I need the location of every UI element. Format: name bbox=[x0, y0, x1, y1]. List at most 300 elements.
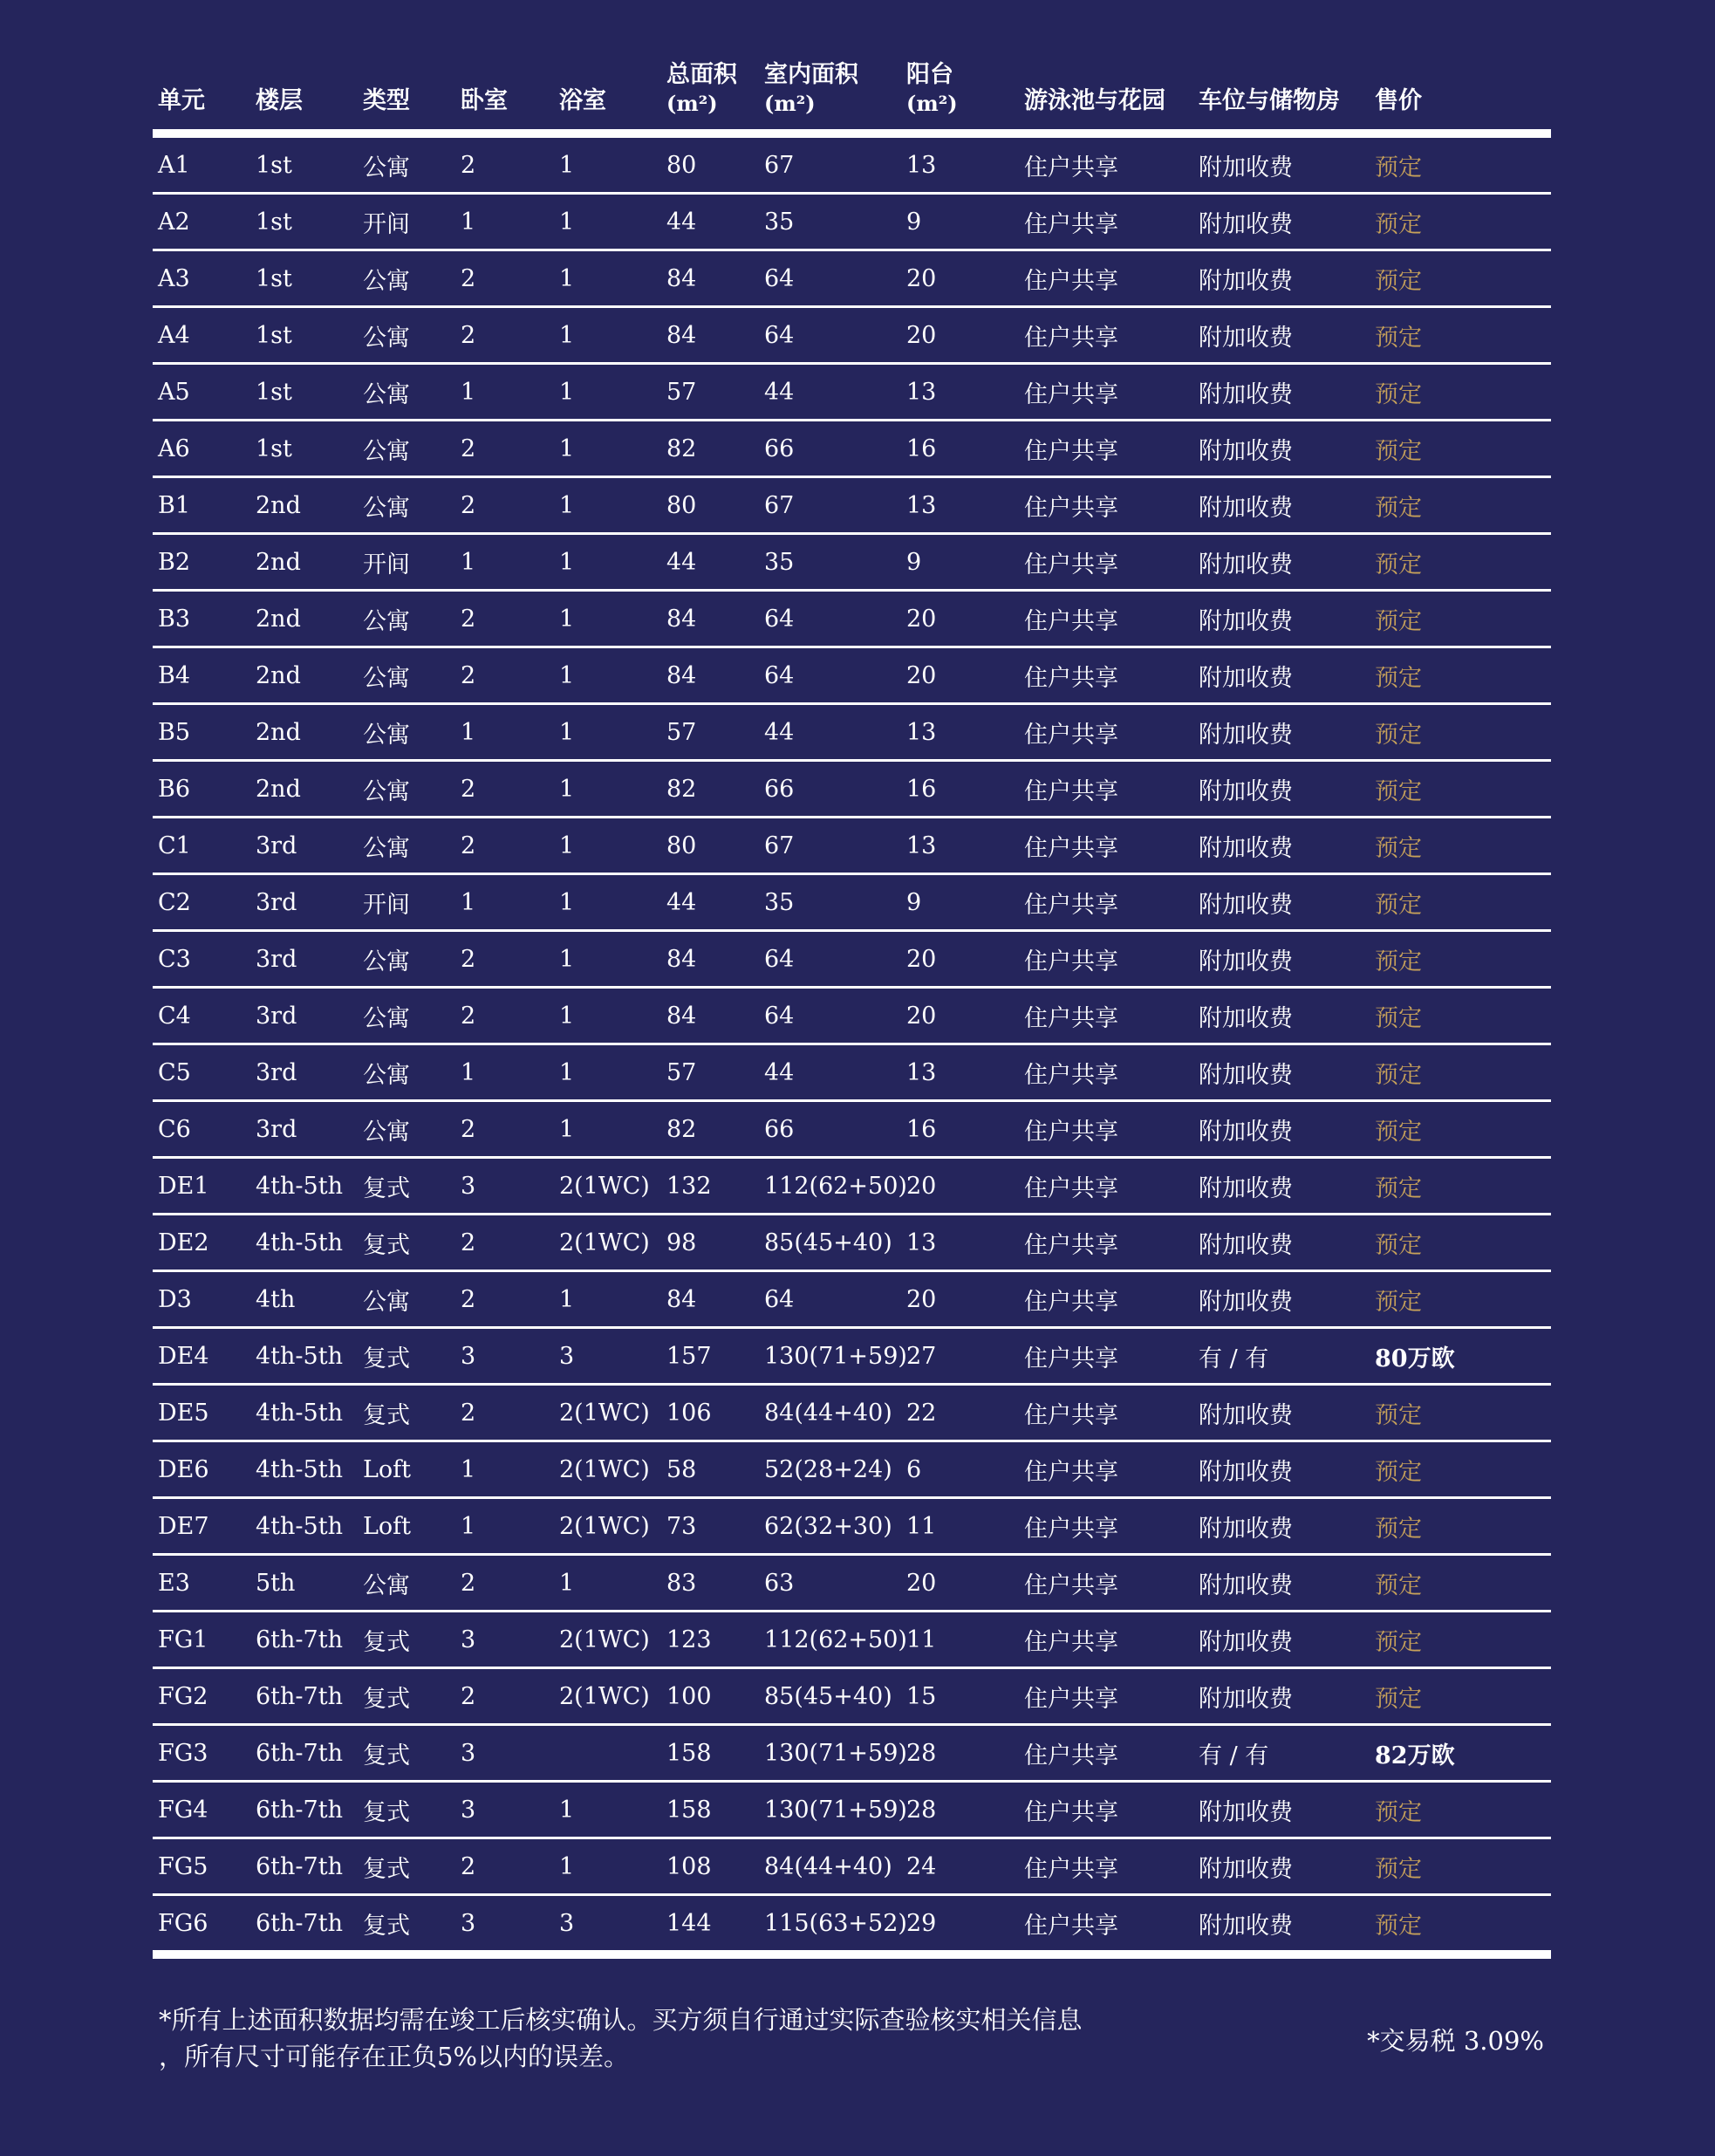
cell-bathrooms: 1 bbox=[554, 931, 661, 988]
cell-price: 预定 bbox=[1370, 1555, 1551, 1612]
cell-type: 公寓 bbox=[358, 307, 455, 364]
cell-price: 预定 bbox=[1370, 704, 1551, 761]
cell-pool-garden: 住户共享 bbox=[1019, 988, 1193, 1044]
area-disclaimer-line-2: ，所有尺寸可能存在正负5%以内的误差。 bbox=[159, 2042, 630, 2071]
cell-pool-garden: 住户共享 bbox=[1019, 250, 1193, 307]
cell-price: 预定 bbox=[1370, 1612, 1551, 1668]
cell-pool-garden: 住户共享 bbox=[1019, 1498, 1193, 1555]
cell-bathrooms: 1 bbox=[554, 1555, 661, 1612]
cell-price: 预定 bbox=[1370, 1101, 1551, 1158]
cell-bathrooms: 2(1WC) bbox=[554, 1385, 661, 1441]
cell-balcony: 20 bbox=[901, 931, 1019, 988]
table-row bbox=[153, 1668, 1551, 1725]
cell-type: 公寓 bbox=[358, 1101, 455, 1158]
cell-balcony: 20 bbox=[901, 988, 1019, 1044]
cell-price: 预定 bbox=[1370, 307, 1551, 364]
column-header-label: 售价 bbox=[1375, 87, 1422, 114]
cell-parking-storage: 附加收费 bbox=[1193, 1044, 1370, 1101]
units-table bbox=[153, 45, 1551, 1959]
cell-unit: A1 bbox=[153, 133, 250, 194]
cell-balcony: 11 bbox=[901, 1498, 1019, 1555]
cell-price: 预定 bbox=[1370, 1385, 1551, 1441]
cell-price: 预定 bbox=[1370, 818, 1551, 874]
cell-price: 预定 bbox=[1370, 1668, 1551, 1725]
cell-type: 公寓 bbox=[358, 761, 455, 818]
cell-price: 82万欧 bbox=[1370, 1725, 1551, 1782]
cell-parking-storage: 附加收费 bbox=[1193, 591, 1370, 647]
table-row bbox=[153, 364, 1551, 421]
cell-parking-storage: 附加收费 bbox=[1193, 1838, 1370, 1895]
cell-indoor-area: 67 bbox=[759, 133, 901, 194]
cell-floor: 1st bbox=[250, 307, 358, 364]
cell-type: 复式 bbox=[358, 1215, 455, 1271]
cell-bathrooms: 2(1WC) bbox=[554, 1498, 661, 1555]
cell-total-area: 84 bbox=[661, 931, 759, 988]
cell-floor: 1st bbox=[250, 194, 358, 250]
cell-type: 复式 bbox=[358, 1782, 455, 1838]
cell-parking-storage: 附加收费 bbox=[1193, 133, 1370, 194]
cell-type: 复式 bbox=[358, 1328, 455, 1385]
cell-floor: 1st bbox=[250, 133, 358, 194]
cell-bedrooms: 2 bbox=[455, 421, 554, 477]
cell-price: 预定 bbox=[1370, 1441, 1551, 1498]
cell-pool-garden: 住户共享 bbox=[1019, 1101, 1193, 1158]
cell-indoor-area: 67 bbox=[759, 477, 901, 534]
column-header-label: 卧室 bbox=[461, 87, 508, 114]
cell-price: 预定 bbox=[1370, 1498, 1551, 1555]
cell-bathrooms: 1 bbox=[554, 988, 661, 1044]
cell-pool-garden: 住户共享 bbox=[1019, 1612, 1193, 1668]
cell-indoor-area: 84(44+40) bbox=[759, 1385, 901, 1441]
cell-indoor-area: 64 bbox=[759, 591, 901, 647]
cell-floor: 6th-7th bbox=[250, 1668, 358, 1725]
cell-parking-storage: 附加收费 bbox=[1193, 1158, 1370, 1215]
cell-bathrooms: 1 bbox=[554, 1271, 661, 1328]
cell-total-area: 82 bbox=[661, 1101, 759, 1158]
cell-bedrooms: 1 bbox=[455, 534, 554, 591]
cell-type: 复式 bbox=[358, 1158, 455, 1215]
cell-pool-garden: 住户共享 bbox=[1019, 818, 1193, 874]
column-header-indoor-area bbox=[759, 45, 901, 133]
cell-indoor-area: 35 bbox=[759, 874, 901, 931]
cell-indoor-area: 130(71+59) bbox=[759, 1782, 901, 1838]
cell-pool-garden: 住户共享 bbox=[1019, 1895, 1193, 1955]
cell-parking-storage: 附加收费 bbox=[1193, 988, 1370, 1044]
cell-balcony: 20 bbox=[901, 1271, 1019, 1328]
cell-indoor-area: 66 bbox=[759, 761, 901, 818]
cell-type: 复式 bbox=[358, 1895, 455, 1955]
cell-parking-storage: 附加收费 bbox=[1193, 1782, 1370, 1838]
cell-balcony: 9 bbox=[901, 874, 1019, 931]
cell-total-area: 84 bbox=[661, 1271, 759, 1328]
cell-bathrooms: 1 bbox=[554, 1838, 661, 1895]
cell-indoor-area: 115(63+52) bbox=[759, 1895, 901, 1955]
cell-total-area: 123 bbox=[661, 1612, 759, 1668]
cell-balcony: 20 bbox=[901, 1158, 1019, 1215]
cell-floor: 6th-7th bbox=[250, 1725, 358, 1782]
column-header-label: 总面积 bbox=[666, 61, 737, 88]
cell-bedrooms: 1 bbox=[455, 1044, 554, 1101]
cell-unit: DE2 bbox=[153, 1215, 250, 1271]
cell-bathrooms: 1 bbox=[554, 133, 661, 194]
table-row bbox=[153, 1101, 1551, 1158]
cell-bedrooms: 2 bbox=[455, 1101, 554, 1158]
cell-unit: B4 bbox=[153, 647, 250, 704]
cell-balcony: 13 bbox=[901, 477, 1019, 534]
cell-price: 预定 bbox=[1370, 591, 1551, 647]
cell-total-area: 98 bbox=[661, 1215, 759, 1271]
column-header-price bbox=[1370, 45, 1551, 133]
cell-balcony: 20 bbox=[901, 647, 1019, 704]
cell-type: 公寓 bbox=[358, 477, 455, 534]
cell-price: 预定 bbox=[1370, 421, 1551, 477]
cell-unit: FG4 bbox=[153, 1782, 250, 1838]
table-row bbox=[153, 1895, 1551, 1955]
area-disclaimer bbox=[159, 2002, 1232, 2075]
cell-pool-garden: 住户共享 bbox=[1019, 761, 1193, 818]
cell-floor: 2nd bbox=[250, 647, 358, 704]
cell-balcony: 22 bbox=[901, 1385, 1019, 1441]
cell-bedrooms: 2 bbox=[455, 818, 554, 874]
cell-price: 预定 bbox=[1370, 874, 1551, 931]
table-row bbox=[153, 250, 1551, 307]
cell-balcony: 16 bbox=[901, 1101, 1019, 1158]
cell-floor: 3rd bbox=[250, 931, 358, 988]
cell-pool-garden: 住户共享 bbox=[1019, 1782, 1193, 1838]
cell-bathrooms: 1 bbox=[554, 477, 661, 534]
cell-unit: C1 bbox=[153, 818, 250, 874]
cell-unit: A4 bbox=[153, 307, 250, 364]
table-row bbox=[153, 133, 1551, 194]
cell-balcony: 16 bbox=[901, 761, 1019, 818]
cell-balcony: 24 bbox=[901, 1838, 1019, 1895]
cell-balcony: 15 bbox=[901, 1668, 1019, 1725]
cell-total-area: 144 bbox=[661, 1895, 759, 1955]
cell-pool-garden: 住户共享 bbox=[1019, 591, 1193, 647]
cell-balcony: 13 bbox=[901, 704, 1019, 761]
cell-balcony: 13 bbox=[901, 818, 1019, 874]
cell-type: 公寓 bbox=[358, 421, 455, 477]
cell-type: 公寓 bbox=[358, 647, 455, 704]
cell-bathrooms: 3 bbox=[554, 1328, 661, 1385]
cell-type: Loft bbox=[358, 1441, 455, 1498]
cell-floor: 1st bbox=[250, 364, 358, 421]
cell-balcony: 16 bbox=[901, 421, 1019, 477]
cell-balcony: 28 bbox=[901, 1725, 1019, 1782]
cell-total-area: 44 bbox=[661, 194, 759, 250]
cell-total-area: 57 bbox=[661, 364, 759, 421]
cell-price: 预定 bbox=[1370, 250, 1551, 307]
cell-pool-garden: 住户共享 bbox=[1019, 534, 1193, 591]
cell-type: 公寓 bbox=[358, 591, 455, 647]
cell-total-area: 82 bbox=[661, 761, 759, 818]
cell-bathrooms: 1 bbox=[554, 1044, 661, 1101]
cell-parking-storage: 附加收费 bbox=[1193, 874, 1370, 931]
cell-indoor-area: 64 bbox=[759, 307, 901, 364]
cell-type: 开间 bbox=[358, 534, 455, 591]
cell-pool-garden: 住户共享 bbox=[1019, 874, 1193, 931]
cell-unit: DE4 bbox=[153, 1328, 250, 1385]
cell-unit: C4 bbox=[153, 988, 250, 1044]
cell-parking-storage: 附加收费 bbox=[1193, 818, 1370, 874]
cell-indoor-area: 64 bbox=[759, 1271, 901, 1328]
cell-floor: 4th-5th bbox=[250, 1385, 358, 1441]
cell-unit: B1 bbox=[153, 477, 250, 534]
cell-unit: C2 bbox=[153, 874, 250, 931]
cell-bedrooms: 1 bbox=[455, 704, 554, 761]
cell-type: Loft bbox=[358, 1498, 455, 1555]
cell-total-area: 80 bbox=[661, 133, 759, 194]
cell-indoor-area: 130(71+59) bbox=[759, 1725, 901, 1782]
cell-balcony: 9 bbox=[901, 194, 1019, 250]
table-row bbox=[153, 1215, 1551, 1271]
column-header-unit: (m²) bbox=[906, 91, 958, 116]
cell-price: 预定 bbox=[1370, 931, 1551, 988]
cell-unit: FG6 bbox=[153, 1895, 250, 1955]
cell-bathrooms: 2(1WC) bbox=[554, 1441, 661, 1498]
cell-total-area: 84 bbox=[661, 591, 759, 647]
cell-indoor-area: 85(45+40) bbox=[759, 1668, 901, 1725]
cell-type: 开间 bbox=[358, 194, 455, 250]
table-row bbox=[153, 1158, 1551, 1215]
cell-floor: 4th-5th bbox=[250, 1441, 358, 1498]
cell-parking-storage: 附加收费 bbox=[1193, 1215, 1370, 1271]
cell-bedrooms: 1 bbox=[455, 1498, 554, 1555]
cell-bathrooms: 2(1WC) bbox=[554, 1158, 661, 1215]
cell-pool-garden: 住户共享 bbox=[1019, 931, 1193, 988]
cell-unit: C3 bbox=[153, 931, 250, 988]
column-header-pool-garden bbox=[1019, 45, 1193, 133]
cell-unit: A3 bbox=[153, 250, 250, 307]
cell-type: 公寓 bbox=[358, 1271, 455, 1328]
cell-unit: DE6 bbox=[153, 1441, 250, 1498]
cell-parking-storage: 附加收费 bbox=[1193, 647, 1370, 704]
cell-pool-garden: 住户共享 bbox=[1019, 1838, 1193, 1895]
cell-indoor-area: 35 bbox=[759, 194, 901, 250]
cell-total-area: 84 bbox=[661, 307, 759, 364]
cell-bedrooms: 1 bbox=[455, 194, 554, 250]
cell-total-area: 84 bbox=[661, 988, 759, 1044]
column-header-floor bbox=[250, 45, 358, 133]
table-row bbox=[153, 591, 1551, 647]
cell-type: 公寓 bbox=[358, 250, 455, 307]
cell-indoor-area: 64 bbox=[759, 647, 901, 704]
cell-bedrooms: 2 bbox=[455, 647, 554, 704]
cell-pool-garden: 住户共享 bbox=[1019, 1668, 1193, 1725]
cell-bedrooms: 3 bbox=[455, 1895, 554, 1955]
cell-balcony: 13 bbox=[901, 1215, 1019, 1271]
table-row bbox=[153, 818, 1551, 874]
cell-bathrooms: 2(1WC) bbox=[554, 1668, 661, 1725]
table-row bbox=[153, 988, 1551, 1044]
cell-bedrooms: 2 bbox=[455, 477, 554, 534]
cell-bedrooms: 2 bbox=[455, 1215, 554, 1271]
cell-bedrooms: 2 bbox=[455, 1555, 554, 1612]
column-header-balcony bbox=[901, 45, 1019, 133]
cell-parking-storage: 附加收费 bbox=[1193, 931, 1370, 988]
cell-balcony: 9 bbox=[901, 534, 1019, 591]
cell-bathrooms: 1 bbox=[554, 307, 661, 364]
cell-bedrooms: 2 bbox=[455, 1668, 554, 1725]
cell-pool-garden: 住户共享 bbox=[1019, 364, 1193, 421]
cell-bedrooms: 3 bbox=[455, 1612, 554, 1668]
cell-pool-garden: 住户共享 bbox=[1019, 704, 1193, 761]
cell-parking-storage: 附加收费 bbox=[1193, 1385, 1370, 1441]
cell-pool-garden: 住户共享 bbox=[1019, 1215, 1193, 1271]
cell-price: 预定 bbox=[1370, 1895, 1551, 1955]
cell-floor: 6th-7th bbox=[250, 1838, 358, 1895]
cell-unit: C6 bbox=[153, 1101, 250, 1158]
table-header bbox=[153, 45, 1551, 133]
cell-parking-storage: 附加收费 bbox=[1193, 1612, 1370, 1668]
cell-type: 公寓 bbox=[358, 1044, 455, 1101]
column-header-type bbox=[358, 45, 455, 133]
cell-bathrooms: 1 bbox=[554, 818, 661, 874]
cell-floor: 1st bbox=[250, 250, 358, 307]
cell-bathrooms: 1 bbox=[554, 647, 661, 704]
cell-price: 预定 bbox=[1370, 133, 1551, 194]
cell-price: 预定 bbox=[1370, 1158, 1551, 1215]
cell-total-area: 100 bbox=[661, 1668, 759, 1725]
cell-parking-storage: 有 / 有 bbox=[1193, 1725, 1370, 1782]
cell-parking-storage: 附加收费 bbox=[1193, 704, 1370, 761]
cell-unit: A6 bbox=[153, 421, 250, 477]
cell-type: 公寓 bbox=[358, 704, 455, 761]
table-row bbox=[153, 931, 1551, 988]
cell-bathrooms: 1 bbox=[554, 874, 661, 931]
cell-total-area: 82 bbox=[661, 421, 759, 477]
cell-total-area: 157 bbox=[661, 1328, 759, 1385]
cell-bedrooms: 2 bbox=[455, 931, 554, 988]
cell-bedrooms: 2 bbox=[455, 1838, 554, 1895]
cell-bedrooms: 2 bbox=[455, 591, 554, 647]
cell-type: 公寓 bbox=[358, 133, 455, 194]
cell-bathrooms: 1 bbox=[554, 591, 661, 647]
cell-price: 预定 bbox=[1370, 647, 1551, 704]
cell-type: 复式 bbox=[358, 1725, 455, 1782]
cell-indoor-area: 44 bbox=[759, 1044, 901, 1101]
cell-floor: 3rd bbox=[250, 1101, 358, 1158]
cell-bathrooms: 1 bbox=[554, 1782, 661, 1838]
cell-floor: 4th-5th bbox=[250, 1158, 358, 1215]
cell-bedrooms: 2 bbox=[455, 250, 554, 307]
cell-type: 公寓 bbox=[358, 988, 455, 1044]
cell-pool-garden: 住户共享 bbox=[1019, 1271, 1193, 1328]
cell-indoor-area: 44 bbox=[759, 704, 901, 761]
cell-parking-storage: 附加收费 bbox=[1193, 1271, 1370, 1328]
cell-type: 公寓 bbox=[358, 818, 455, 874]
cell-floor: 3rd bbox=[250, 1044, 358, 1101]
cell-balcony: 20 bbox=[901, 307, 1019, 364]
cell-indoor-area: 64 bbox=[759, 988, 901, 1044]
cell-floor: 6th-7th bbox=[250, 1612, 358, 1668]
cell-floor: 4th-5th bbox=[250, 1498, 358, 1555]
cell-parking-storage: 附加收费 bbox=[1193, 534, 1370, 591]
cell-unit: B6 bbox=[153, 761, 250, 818]
table-row bbox=[153, 647, 1551, 704]
column-header-unit: (m²) bbox=[764, 91, 816, 116]
cell-price: 预定 bbox=[1370, 364, 1551, 421]
cell-price: 80万欧 bbox=[1370, 1328, 1551, 1385]
cell-unit: DE7 bbox=[153, 1498, 250, 1555]
cell-pool-garden: 住户共享 bbox=[1019, 477, 1193, 534]
cell-indoor-area: 62(32+30) bbox=[759, 1498, 901, 1555]
cell-pool-garden: 住户共享 bbox=[1019, 421, 1193, 477]
cell-parking-storage: 有 / 有 bbox=[1193, 1328, 1370, 1385]
cell-pool-garden: 住户共享 bbox=[1019, 647, 1193, 704]
cell-bedrooms: 1 bbox=[455, 874, 554, 931]
table-row bbox=[153, 1044, 1551, 1101]
transaction-tax-note: *交易税 3.09% bbox=[1367, 2026, 1544, 2056]
cell-bedrooms: 3 bbox=[455, 1328, 554, 1385]
cell-balcony: 28 bbox=[901, 1782, 1019, 1838]
cell-floor: 5th bbox=[250, 1555, 358, 1612]
cell-parking-storage: 附加收费 bbox=[1193, 364, 1370, 421]
cell-parking-storage: 附加收费 bbox=[1193, 1668, 1370, 1725]
table-row bbox=[153, 1271, 1551, 1328]
table-row bbox=[153, 194, 1551, 250]
cell-pool-garden: 住户共享 bbox=[1019, 307, 1193, 364]
cell-bathrooms: 1 bbox=[554, 704, 661, 761]
cell-balcony: 20 bbox=[901, 591, 1019, 647]
cell-parking-storage: 附加收费 bbox=[1193, 1441, 1370, 1498]
table-row bbox=[153, 761, 1551, 818]
table-row bbox=[153, 534, 1551, 591]
cell-bathrooms: 1 bbox=[554, 421, 661, 477]
cell-indoor-area: 130(71+59) bbox=[759, 1328, 901, 1385]
cell-unit: FG2 bbox=[153, 1668, 250, 1725]
cell-total-area: 44 bbox=[661, 534, 759, 591]
column-header-parking-storage bbox=[1193, 45, 1370, 133]
cell-pool-garden: 住户共享 bbox=[1019, 1555, 1193, 1612]
table-body bbox=[153, 133, 1551, 1954]
column-header-label: 车位与储物房 bbox=[1199, 87, 1340, 114]
cell-balcony: 13 bbox=[901, 364, 1019, 421]
cell-indoor-area: 112(62+50) bbox=[759, 1158, 901, 1215]
cell-parking-storage: 附加收费 bbox=[1193, 421, 1370, 477]
cell-indoor-area: 84(44+40) bbox=[759, 1838, 901, 1895]
table-row bbox=[153, 1838, 1551, 1895]
cell-price: 预定 bbox=[1370, 1838, 1551, 1895]
cell-balcony: 27 bbox=[901, 1328, 1019, 1385]
cell-parking-storage: 附加收费 bbox=[1193, 1498, 1370, 1555]
cell-type: 复式 bbox=[358, 1668, 455, 1725]
cell-unit: FG5 bbox=[153, 1838, 250, 1895]
cell-type: 复式 bbox=[358, 1612, 455, 1668]
table-row bbox=[153, 1725, 1551, 1782]
cell-total-area: 132 bbox=[661, 1158, 759, 1215]
cell-unit: DE1 bbox=[153, 1158, 250, 1215]
cell-balcony: 29 bbox=[901, 1895, 1019, 1955]
column-header-bedrooms bbox=[455, 45, 554, 133]
table-row bbox=[153, 1498, 1551, 1555]
column-header-label: 阳台 bbox=[906, 61, 953, 88]
cell-balcony: 13 bbox=[901, 133, 1019, 194]
cell-bedrooms: 1 bbox=[455, 364, 554, 421]
cell-type: 复式 bbox=[358, 1385, 455, 1441]
cell-type: 公寓 bbox=[358, 931, 455, 988]
column-header-label: 室内面积 bbox=[764, 61, 858, 88]
cell-unit: DE5 bbox=[153, 1385, 250, 1441]
header-row bbox=[153, 45, 1551, 133]
cell-floor: 3rd bbox=[250, 818, 358, 874]
cell-indoor-area: 67 bbox=[759, 818, 901, 874]
cell-bathrooms: 2(1WC) bbox=[554, 1612, 661, 1668]
column-header-total-area bbox=[661, 45, 759, 133]
cell-total-area: 80 bbox=[661, 818, 759, 874]
table-row bbox=[153, 1555, 1551, 1612]
column-header-label: 楼层 bbox=[256, 87, 303, 114]
